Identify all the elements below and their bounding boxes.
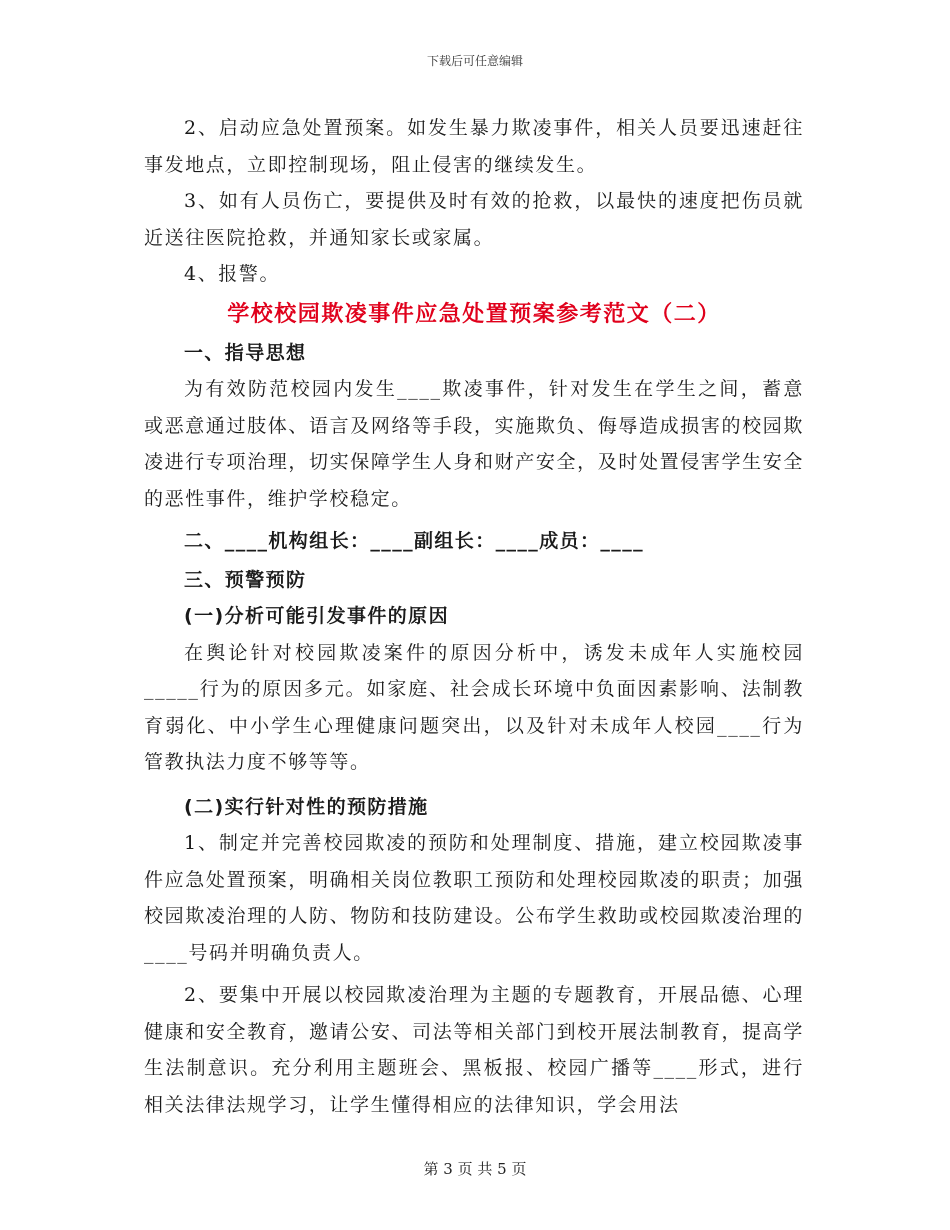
section-heading-guiding-ideology: 一、指导思想 — [184, 341, 307, 364]
paragraph-step-2: 2、启动应急处置预案。如发生暴力欺凌事件，相关人员要迅速赶往事发地点，立即控制现场，阻止侵害的继续发生。 — [144, 117, 804, 176]
page-footer: 第 3 页 共 5 页 — [423, 1160, 527, 1178]
paragraph-guiding-ideology: 为有效防范校园内发生____欺凌事件，针对发生在学生之间，蓄意或恶意通过肢体、语言及网络等手段，实施欺负、侮辱造成损害的校园欺凌进行专项治理，切实保障学生人身和财产安全，及时处置侵害学生安全的恶性事件，维护学校稳定。 — [144, 378, 804, 510]
subsection-heading-causes: (一)分析可能引发事件的原因 — [184, 605, 449, 627]
paragraph-step-3: 3、如有人员伤亡，要提供及时有效的抢救，以最快的速度把伤员就近送往医院抢救，并通知家长或家属。 — [144, 190, 804, 249]
paragraph-measure-1: 1、制定并完善校园欺凌的预防和处理制度、措施，建立校园欺凌事件应急处置预案，明确相关岗位教职工预防和处理校园欺凌的职责；加强校园欺凌治理的人防、物防和技防建设。公布学生救助或校园欺凌治理的____号码并明确负责人。 — [144, 832, 804, 964]
subsection-heading-measures: (二)实行针对性的预防措施 — [184, 795, 429, 818]
document-body — [144, 110, 804, 1123]
paragraph-step-4: 4、报警。 — [184, 263, 281, 285]
document-title: 学校校园欺凌事件应急处置预案参考范文（二） — [227, 301, 721, 327]
section-heading-organization: 二、____机构组长：____副组长：____成员：____ — [184, 530, 645, 552]
paragraph-causes: 在舆论针对校园欺凌案件的原因分析中，诱发未成年人实施校园_____行为的原因多元。如家庭、社会成长环境中负面因素影响、法制教育弱化、中小学生心理健康问题突出，以及针对未成年人校园____行为管教执法力度不够等等。 — [144, 641, 804, 773]
paragraph-measure-2: 2、要集中开展以校园欺凌治理为主题的专题教育，开展品德、心理健康和安全教育，邀请公安、司法等相关部门到校开展法制教育，提高学生法制意识。充分利用主题班会、黑板报、校园广播等____形式，进行相关法律法规学习，让学生懂得相应的法律知识，学会用法 — [144, 984, 804, 1116]
section-heading-early-warning: 三、预警预防 — [184, 568, 307, 591]
page-header: 下载后可任意编辑 — [426, 54, 523, 68]
